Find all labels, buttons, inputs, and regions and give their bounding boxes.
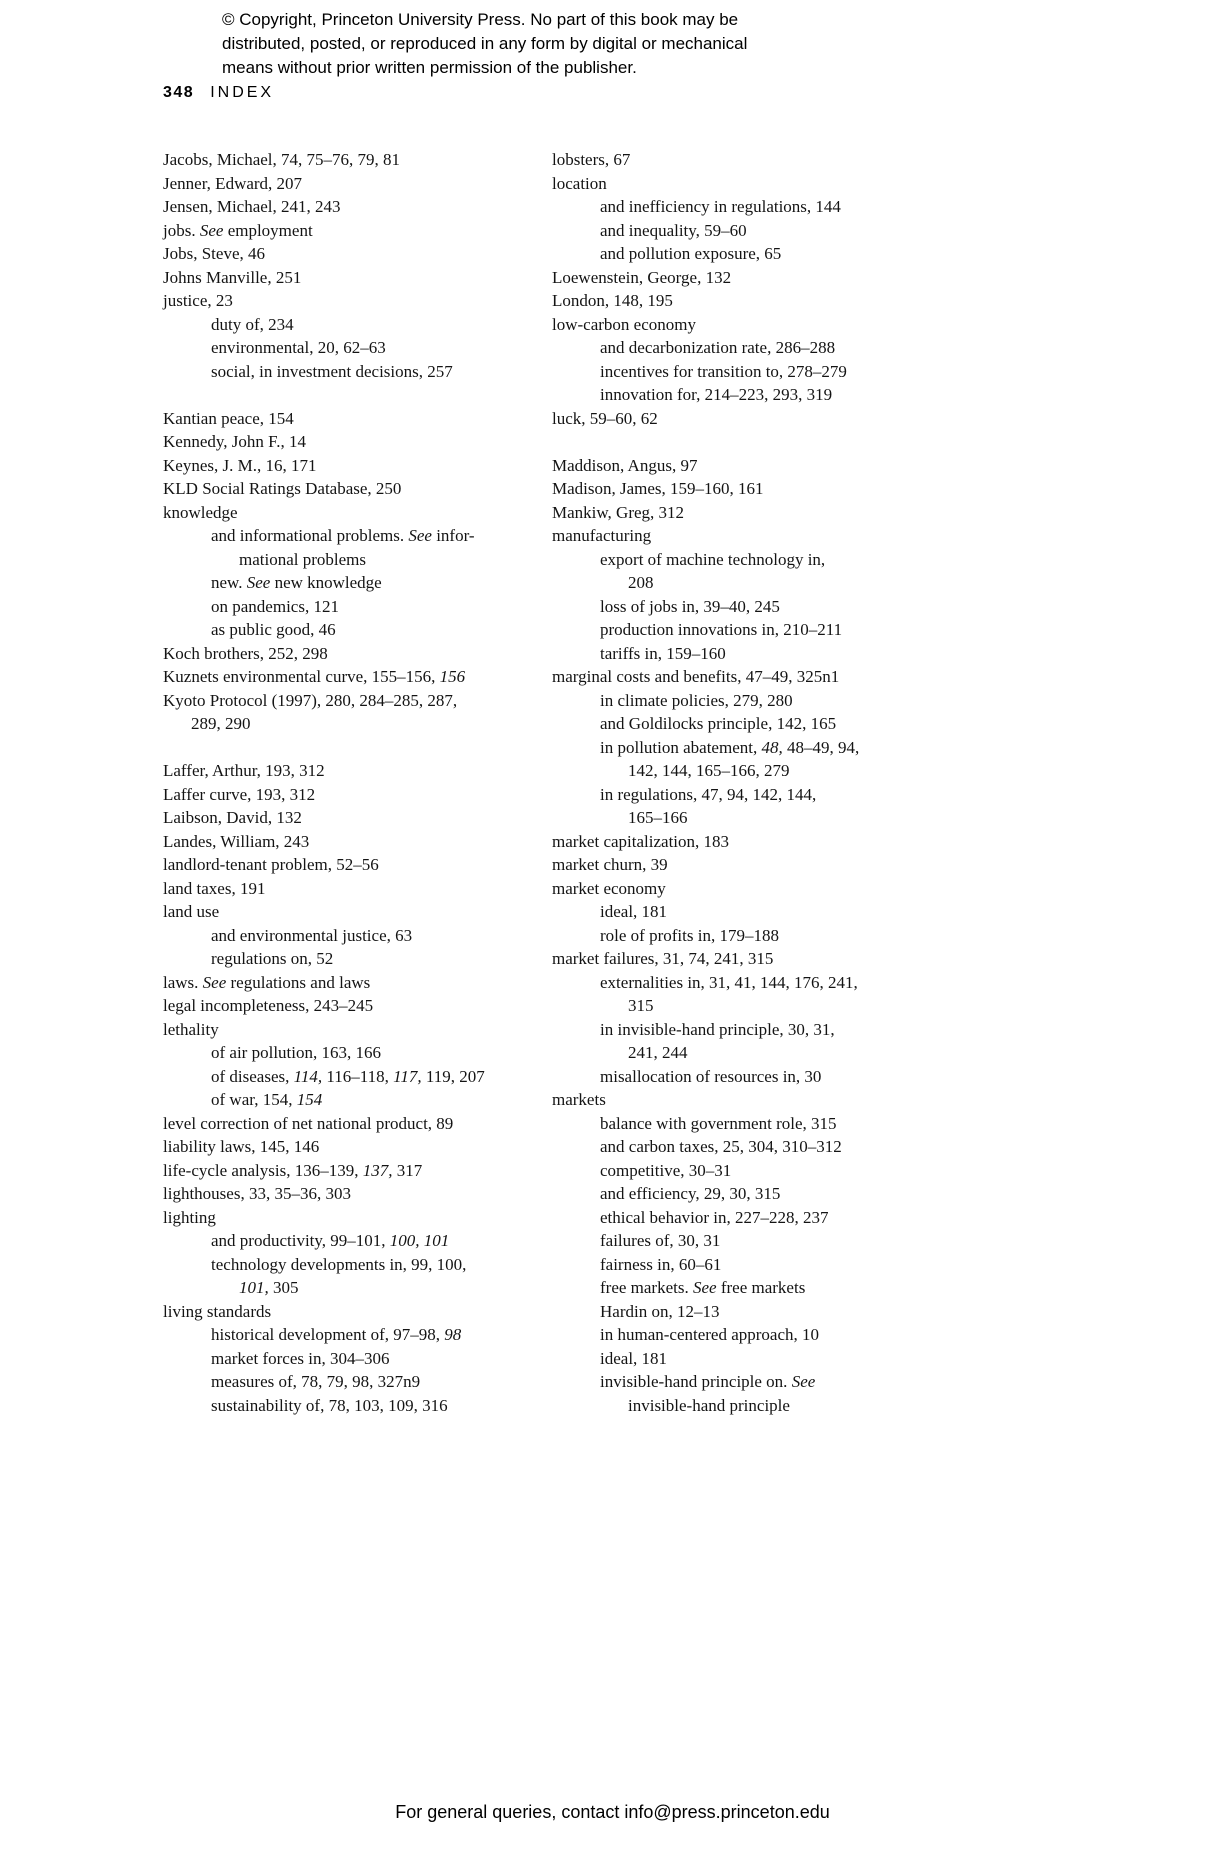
index-line bbox=[552, 1347, 902, 1371]
index-line bbox=[163, 195, 513, 219]
index-line bbox=[552, 595, 902, 619]
index-text: free markets bbox=[716, 1278, 806, 1297]
index-text: Koch brothers, 252, 298 bbox=[163, 643, 328, 663]
index-line bbox=[163, 1229, 513, 1253]
index-line bbox=[163, 266, 513, 290]
index-line bbox=[163, 877, 513, 901]
index-text: land taxes, 191 bbox=[163, 878, 266, 898]
index-line bbox=[552, 1300, 902, 1324]
index-line bbox=[163, 477, 513, 501]
index-text: 289, 290 bbox=[191, 714, 251, 733]
index-text: externalities in, 31, 41, 144, 176, 241, bbox=[600, 972, 858, 992]
copyright-line: © Copyright, Princeton University Press. No part of this book may be bbox=[222, 10, 739, 29]
index-text: landlord-tenant problem, 52–56 bbox=[163, 855, 379, 874]
index-text: 208 bbox=[628, 573, 654, 592]
index-line bbox=[163, 1135, 513, 1159]
index-text: and efficiency, 29, 30, 315 bbox=[600, 1184, 781, 1203]
index-line bbox=[163, 900, 513, 924]
index-line bbox=[552, 971, 902, 995]
index-blank-line bbox=[552, 430, 902, 454]
index-text: legal incompleteness, 243–245 bbox=[163, 996, 374, 1015]
index-text: and inefficiency in regulations, 144 bbox=[600, 197, 841, 216]
index-text: regulations on, 52 bbox=[211, 949, 334, 968]
index-text: as public good, 46 bbox=[211, 620, 336, 639]
index-text: lobsters, 67 bbox=[552, 150, 631, 169]
index-text: misallocation of resources in, 30 bbox=[600, 1066, 822, 1086]
index-line bbox=[163, 1394, 513, 1418]
index-column-right bbox=[552, 148, 902, 1417]
index-line bbox=[163, 571, 513, 595]
index-line bbox=[552, 1018, 902, 1042]
index-blank-line bbox=[163, 736, 513, 760]
index-line bbox=[552, 947, 902, 971]
index-text: balance with government role, 315 bbox=[600, 1113, 837, 1133]
index-line bbox=[163, 595, 513, 619]
index-text: and carbon taxes, 25, 304, 310–312 bbox=[600, 1137, 842, 1156]
index-text: Jenner, Edward, 207 bbox=[163, 173, 303, 193]
index-text: measures of, 78, 79, 98, 327n9 bbox=[211, 1372, 421, 1391]
index-text: ethical behavior in, 227–228, 237 bbox=[600, 1207, 829, 1227]
index-text: ideal, 181 bbox=[600, 902, 668, 921]
index-line bbox=[552, 313, 902, 337]
index-text: free markets. bbox=[600, 1278, 693, 1297]
index-line bbox=[163, 1041, 513, 1065]
index-text: Jobs, Steve, 46 bbox=[163, 244, 265, 263]
index-line bbox=[163, 1088, 513, 1112]
index-line bbox=[552, 1394, 902, 1418]
index-line bbox=[552, 1041, 902, 1065]
index-text: living standards bbox=[163, 1301, 272, 1321]
index-text: role of profits in, 179–188 bbox=[600, 925, 779, 945]
index-line bbox=[552, 477, 902, 501]
index-line bbox=[552, 712, 902, 736]
index-line bbox=[163, 1253, 513, 1277]
index-text: of diseases, bbox=[211, 1066, 294, 1086]
copyright-line: means without prior written permission of the publisher. bbox=[222, 58, 637, 77]
index-text: jobs. bbox=[163, 220, 200, 240]
index-text: Laffer curve, 193, 312 bbox=[163, 784, 316, 804]
index-line bbox=[552, 242, 902, 266]
index-line bbox=[163, 1347, 513, 1371]
index-text: sustainability of, 78, 103, 109, 316 bbox=[211, 1395, 448, 1415]
index-line bbox=[163, 430, 513, 454]
index-text: lethality bbox=[163, 1019, 219, 1039]
index-text: knowledge bbox=[163, 502, 238, 522]
index-line bbox=[163, 407, 513, 431]
index-line bbox=[163, 289, 513, 313]
index-line bbox=[552, 830, 902, 854]
index-text: tariffs in, 159–160 bbox=[600, 643, 726, 663]
index-text: on pandemics, 121 bbox=[211, 596, 339, 616]
index-text: new. bbox=[211, 573, 247, 592]
index-line bbox=[552, 618, 902, 642]
index-text: Hardin on, 12–13 bbox=[600, 1301, 720, 1321]
index-line bbox=[163, 642, 513, 666]
index-line bbox=[552, 501, 902, 525]
index-line bbox=[552, 1159, 902, 1183]
index-text: and informational problems. bbox=[211, 526, 409, 545]
index-line bbox=[163, 924, 513, 948]
index-line bbox=[552, 783, 902, 807]
index-text-italic: See bbox=[692, 1278, 717, 1297]
index-text: in climate policies, 279, 280 bbox=[600, 690, 793, 710]
index-text: Kyoto Protocol (1997), 280, 284–285, 287, bbox=[163, 690, 458, 710]
index-text: 315 bbox=[628, 996, 654, 1015]
index-text: Keynes, J. M., 16, 171 bbox=[163, 455, 317, 475]
index-text: London, 148, 195 bbox=[552, 291, 673, 310]
index-line bbox=[163, 759, 513, 783]
index-text: 119, 207 bbox=[421, 1066, 485, 1086]
index-text: and Goldilocks principle, 142, 165 bbox=[600, 714, 837, 733]
index-line bbox=[552, 1276, 902, 1300]
index-text: markets bbox=[552, 1090, 606, 1109]
index-line bbox=[552, 1182, 902, 1206]
index-line bbox=[163, 501, 513, 525]
index-text: 241, 244 bbox=[628, 1043, 688, 1062]
index-text: Laibson, David, 132 bbox=[163, 808, 302, 827]
index-line bbox=[552, 148, 902, 172]
index-line bbox=[552, 736, 902, 760]
index-line bbox=[163, 242, 513, 266]
index-text: regulations and laws bbox=[226, 972, 371, 992]
index-text-italic: 98 bbox=[444, 1325, 462, 1344]
index-line bbox=[552, 195, 902, 219]
index-text-italic: See bbox=[199, 220, 224, 240]
index-text-italic: 48, bbox=[761, 737, 783, 757]
index-text: lighthouses, 33, 35–36, 303 bbox=[163, 1184, 351, 1203]
index-line bbox=[552, 289, 902, 313]
index-text: of war, 154, bbox=[211, 1090, 297, 1109]
index-line bbox=[552, 360, 902, 384]
index-line bbox=[163, 971, 513, 995]
index-line bbox=[552, 336, 902, 360]
page-footer: For general queries, contact info@press.princeton.edu bbox=[395, 1802, 830, 1822]
index-line bbox=[163, 548, 513, 572]
index-text: liability laws, 145, 146 bbox=[163, 1137, 320, 1156]
index-text: marginal costs and benefits, 47–49, 325n1 bbox=[552, 667, 840, 686]
index-columns bbox=[163, 148, 902, 1417]
index-text-italic: 154 bbox=[296, 1090, 323, 1109]
index-text: and pollution exposure, 65 bbox=[600, 244, 782, 263]
index-line bbox=[163, 1018, 513, 1042]
index-text: market economy bbox=[552, 878, 666, 898]
index-line bbox=[552, 1229, 902, 1253]
index-line bbox=[163, 665, 513, 689]
index-text-italic: See bbox=[408, 526, 432, 545]
index-text: in regulations, 47, 94, 142, 144, bbox=[600, 784, 817, 804]
index-text: loss of jobs in, 39–40, 245 bbox=[600, 596, 780, 616]
index-text: Loewenstein, George, 132 bbox=[552, 267, 732, 287]
index-line bbox=[163, 1276, 513, 1300]
index-text: level correction of net national product, 89 bbox=[163, 1113, 454, 1133]
index-line bbox=[552, 219, 902, 243]
index-text: and environmental justice, 63 bbox=[211, 925, 413, 945]
index-line bbox=[163, 454, 513, 478]
index-line bbox=[552, 642, 902, 666]
index-text-italic: See bbox=[202, 972, 227, 992]
index-line bbox=[163, 336, 513, 360]
index-line bbox=[552, 524, 902, 548]
index-text: in invisible-hand principle, 30, 31, bbox=[600, 1019, 835, 1039]
index-text-italic: 156 bbox=[439, 667, 466, 686]
index-text: environmental, 20, 62–63 bbox=[211, 338, 386, 357]
index-text: Laffer, Arthur, 193, 312 bbox=[163, 761, 325, 780]
index-line bbox=[163, 219, 513, 243]
index-line bbox=[163, 830, 513, 854]
index-text: competitive, 30–31 bbox=[600, 1160, 732, 1180]
index-line bbox=[163, 712, 513, 736]
index-text-italic: See bbox=[246, 573, 271, 592]
index-text: and inequality, 59–60 bbox=[600, 220, 747, 240]
index-text: Maddison, Angus, 97 bbox=[552, 455, 698, 475]
index-text: low-carbon economy bbox=[552, 314, 696, 334]
index-line bbox=[552, 1253, 902, 1277]
index-line bbox=[552, 172, 902, 196]
index-line bbox=[163, 1159, 513, 1183]
index-text: 165–166 bbox=[628, 808, 688, 827]
index-text-italic: 117, bbox=[393, 1066, 422, 1086]
index-text: innovation for, 214–223, 293, 319 bbox=[600, 385, 833, 404]
index-text-italic: 137, bbox=[362, 1160, 393, 1180]
index-line bbox=[163, 1323, 513, 1347]
index-text: invisible-hand principle on. bbox=[600, 1372, 792, 1391]
index-line bbox=[552, 1065, 902, 1089]
index-line bbox=[552, 1206, 902, 1230]
index-text: 116–118, bbox=[322, 1066, 394, 1086]
index-column-left bbox=[163, 148, 513, 1417]
index-line bbox=[552, 1323, 902, 1347]
index-line bbox=[163, 994, 513, 1018]
index-line bbox=[552, 383, 902, 407]
index-line bbox=[552, 900, 902, 924]
index-text: and productivity, 99–101, bbox=[211, 1231, 390, 1250]
index-line bbox=[552, 665, 902, 689]
index-text: 142, 144, 165–166, 279 bbox=[628, 761, 790, 780]
index-line bbox=[163, 524, 513, 548]
index-text: duty of, 234 bbox=[211, 314, 294, 334]
index-text: production innovations in, 210–211 bbox=[600, 620, 843, 639]
index-line bbox=[163, 1300, 513, 1324]
index-text: employment bbox=[223, 220, 313, 240]
index-line bbox=[163, 853, 513, 877]
index-text: of air pollution, 163, 166 bbox=[211, 1043, 381, 1062]
index-text: Madison, James, 159–160, 161 bbox=[552, 479, 764, 498]
index-line bbox=[552, 806, 902, 830]
index-line bbox=[552, 548, 902, 572]
page-title: INDEX bbox=[210, 84, 275, 101]
index-line bbox=[552, 1370, 902, 1394]
index-blank-line bbox=[163, 383, 513, 407]
index-text-italic: 100, 101 bbox=[389, 1231, 450, 1250]
index-text: Jensen, Michael, 241, 243 bbox=[163, 197, 341, 216]
index-text: and decarbonization rate, 286–288 bbox=[600, 338, 836, 357]
index-text: Mankiw, Greg, 312 bbox=[552, 502, 685, 522]
running-head bbox=[163, 84, 274, 102]
index-text: lighting bbox=[163, 1207, 216, 1227]
index-line bbox=[552, 266, 902, 290]
index-text: historical development of, 97–98, bbox=[211, 1325, 445, 1344]
index-text: market capitalization, 183 bbox=[552, 831, 730, 851]
index-text: location bbox=[552, 173, 607, 193]
index-line bbox=[552, 1088, 902, 1112]
index-text: infor- bbox=[431, 526, 475, 545]
index-line bbox=[163, 1370, 513, 1394]
index-text: in human-centered approach, 10 bbox=[600, 1325, 820, 1344]
index-text-italic: See bbox=[791, 1372, 816, 1391]
index-line bbox=[163, 313, 513, 337]
index-line bbox=[552, 1112, 902, 1136]
index-text: fairness in, 60–61 bbox=[600, 1254, 722, 1274]
index-text: life-cycle analysis, 136–139, bbox=[163, 1160, 363, 1180]
index-text: land use bbox=[163, 902, 220, 921]
index-text: 305 bbox=[268, 1278, 299, 1297]
index-text: technology developments in, 99, 100, bbox=[211, 1254, 467, 1274]
page-number: 348 bbox=[163, 84, 195, 101]
copyright-line: distributed, posted, or reproduced in any form by digital or mechanical bbox=[222, 34, 748, 53]
index-line bbox=[163, 360, 513, 384]
index-text: Johns Manville, 251 bbox=[163, 267, 302, 287]
index-line bbox=[163, 1182, 513, 1206]
index-line bbox=[552, 853, 902, 877]
index-text: new knowledge bbox=[270, 573, 382, 592]
index-text: luck, 59–60, 62 bbox=[552, 408, 658, 428]
index-text: incentives for transition to, 278–279 bbox=[600, 361, 847, 381]
index-line bbox=[163, 947, 513, 971]
index-line bbox=[163, 1065, 513, 1089]
index-text: Jacobs, Michael, 74, 75–76, 79, 81 bbox=[163, 150, 401, 169]
index-line bbox=[552, 759, 902, 783]
index-line bbox=[552, 407, 902, 431]
index-text: justice, 23 bbox=[163, 291, 233, 310]
index-text: Landes, William, 243 bbox=[163, 831, 310, 851]
index-line bbox=[552, 877, 902, 901]
index-line bbox=[163, 1112, 513, 1136]
index-text: Kennedy, John F., 14 bbox=[163, 432, 306, 451]
index-text: manufacturing bbox=[552, 526, 652, 545]
index-text: ideal, 181 bbox=[600, 1348, 668, 1368]
index-line bbox=[552, 571, 902, 595]
index-line bbox=[552, 924, 902, 948]
index-text: export of machine technology in, bbox=[600, 549, 826, 569]
index-line bbox=[163, 1206, 513, 1230]
index-text: invisible-hand principle bbox=[628, 1395, 790, 1415]
index-line bbox=[552, 1135, 902, 1159]
index-text: market failures, 31, 74, 241, 315 bbox=[552, 949, 774, 968]
index-text: market forces in, 304–306 bbox=[211, 1348, 390, 1368]
index-line bbox=[163, 148, 513, 172]
index-line bbox=[552, 994, 902, 1018]
index-text: Kantian peace, 154 bbox=[163, 408, 294, 428]
index-text: market churn, 39 bbox=[552, 855, 668, 874]
index-text: in pollution abatement, bbox=[600, 737, 762, 757]
index-text: mational problems bbox=[239, 549, 367, 569]
index-text: failures of, 30, 31 bbox=[600, 1231, 721, 1250]
index-line bbox=[163, 689, 513, 713]
index-line bbox=[163, 806, 513, 830]
index-line bbox=[163, 172, 513, 196]
index-line bbox=[163, 783, 513, 807]
index-text: 48–49, 94, bbox=[782, 737, 860, 757]
index-line bbox=[552, 689, 902, 713]
index-text: laws. bbox=[163, 972, 203, 992]
index-text-italic: 114, bbox=[293, 1066, 323, 1086]
index-text: Kuznets environmental curve, 155–156, bbox=[163, 667, 440, 686]
index-text: KLD Social Ratings Database, 250 bbox=[163, 479, 402, 498]
index-line bbox=[163, 618, 513, 642]
index-text: social, in investment decisions, 257 bbox=[211, 361, 453, 381]
index-text-italic: 101, bbox=[239, 1278, 269, 1297]
copyright-notice bbox=[222, 8, 747, 80]
index-text: 317 bbox=[392, 1160, 423, 1180]
index-line bbox=[552, 454, 902, 478]
